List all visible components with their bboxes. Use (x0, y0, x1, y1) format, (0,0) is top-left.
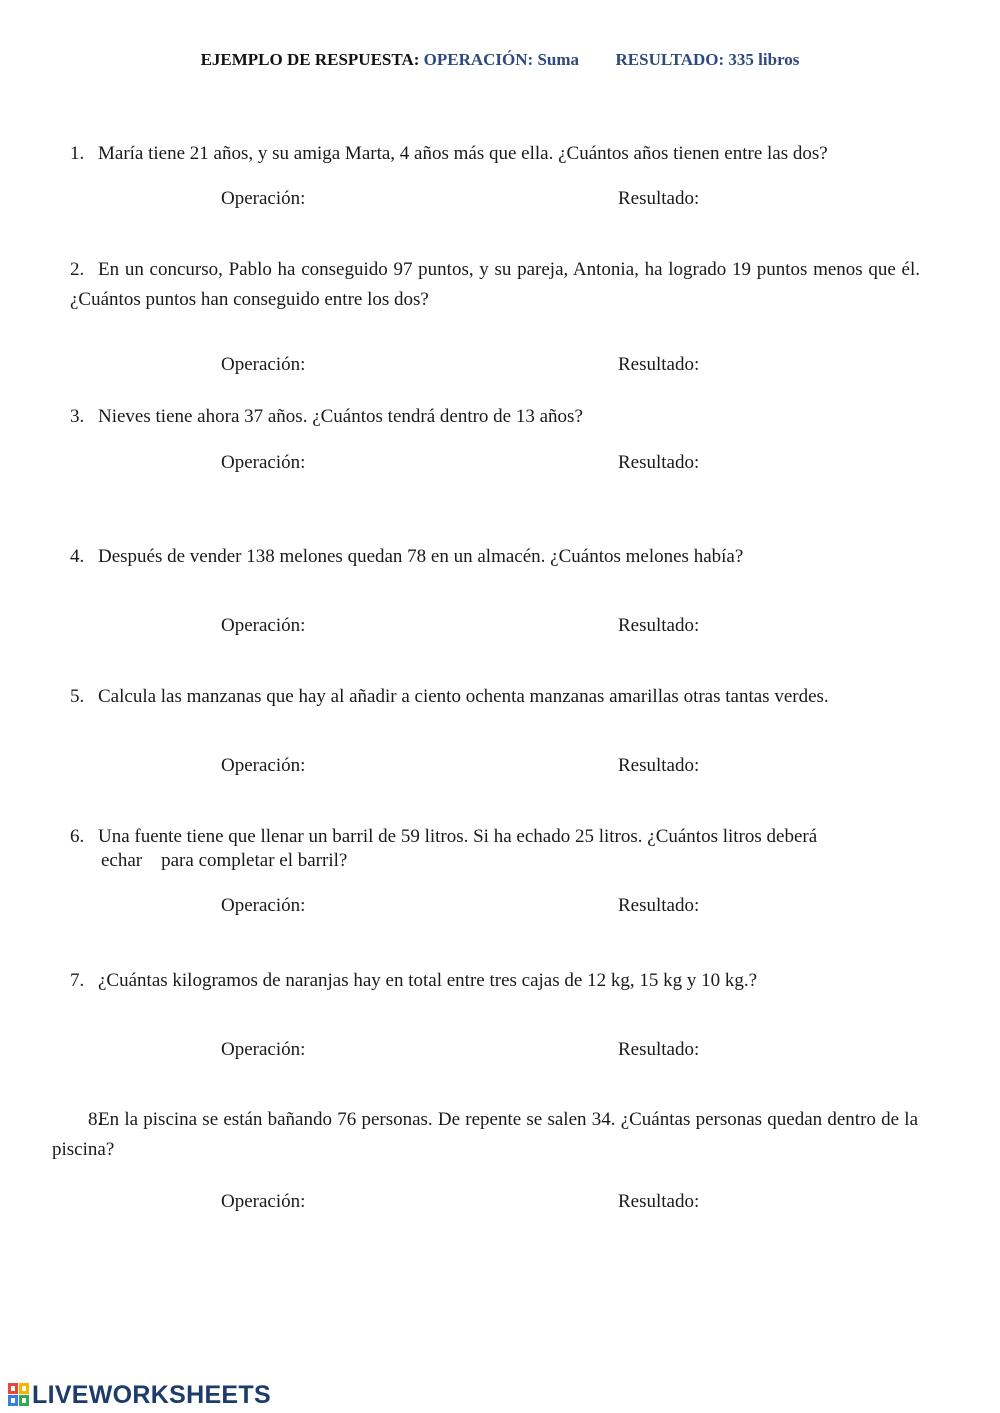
question-number: 7. (70, 970, 85, 991)
question-number: 6. (70, 826, 85, 847)
question-text: Calcula las manzanas que hay al añadir a ciento ochenta manzanas amarillas otras tantas verdes. (98, 686, 829, 707)
result-label-6[interactable]: Resultado: (618, 895, 700, 916)
operation-label-4[interactable]: Operación: (221, 615, 306, 636)
question-2 (70, 255, 920, 315)
operation-label-1[interactable]: Operación: (221, 188, 306, 209)
example-label: EJEMPLO DE RESPUESTA (200, 50, 414, 69)
result-label-5[interactable]: Resultado: (618, 755, 700, 776)
question-3 (70, 402, 583, 432)
example-header (0, 50, 1000, 70)
question-6-continuation: echar para completar el barril? (101, 850, 348, 871)
question-text: Después de vender 138 melones quedan 78 en un almacén. ¿Cuántos melones había? (98, 546, 744, 567)
question-number: 5. (70, 686, 85, 707)
operation-label-6[interactable]: Operación: (221, 895, 306, 916)
question-text: En un concurso, Pablo ha conseguido 97 puntos, y su pareja, Antonia, ha logrado 19 puntos menos que él. ¿Cuántos puntos han conseguido entre los dos? (70, 259, 920, 310)
result-label-2[interactable]: Resultado: (618, 354, 700, 375)
result-label-4[interactable]: Resultado: (618, 615, 700, 636)
example-colon: : (413, 50, 420, 69)
result-label-7[interactable]: Resultado: (618, 1039, 700, 1060)
question-number: 8. (88, 1109, 103, 1130)
operation-label-8[interactable]: Operación: (221, 1191, 306, 1212)
operation-label-3[interactable]: Operación: (221, 452, 306, 473)
question-text: Una fuente tiene que llenar un barril de 59 litros. Si ha echado 25 litros. ¿Cuántos litros deberá (98, 826, 818, 847)
question-text: ¿Cuántas kilogramos de naranjas hay en total entre tres cajas de 12 kg, 15 kg y 10 kg.? (98, 970, 757, 991)
liveworksheets-logo[interactable] (8, 1380, 271, 1410)
example-operation: OPERACIÓN: Suma (423, 50, 580, 69)
question-8 (52, 1105, 918, 1165)
operation-label-5[interactable]: Operación: (221, 755, 306, 776)
result-label-3[interactable]: Resultado: (618, 452, 700, 473)
question-1 (70, 139, 828, 169)
liveworksheets-icon (8, 1383, 30, 1407)
question-number: 1. (70, 143, 85, 164)
question-7 (70, 966, 757, 996)
question-5 (70, 682, 829, 712)
brand-name: LIVEWORKSHEETS (32, 1380, 271, 1409)
result-label-8[interactable]: Resultado: (618, 1191, 700, 1212)
operation-label-2[interactable]: Operación: (221, 354, 306, 375)
operation-label-7[interactable]: Operación: (221, 1039, 306, 1060)
result-label-1[interactable]: Resultado: (618, 188, 700, 209)
question-number: 3. (70, 406, 85, 427)
question-text: María tiene 21 años, y su amiga Marta, 4 años más que ella. ¿Cuántos años tienen entre las dos? (98, 143, 828, 164)
question-number: 2. (70, 259, 85, 280)
question-4 (70, 542, 743, 572)
question-number: 4. (70, 546, 85, 567)
example-result: RESULTADO: 335 libros (615, 50, 800, 69)
question-text: En la piscina se están bañando 76 personas. De repente se salen 34. ¿Cuántas personas quedan dentro de la piscina? (52, 1109, 918, 1160)
question-text: Nieves tiene ahora 37 años. ¿Cuántos tendrá dentro de 13 años? (98, 406, 583, 427)
